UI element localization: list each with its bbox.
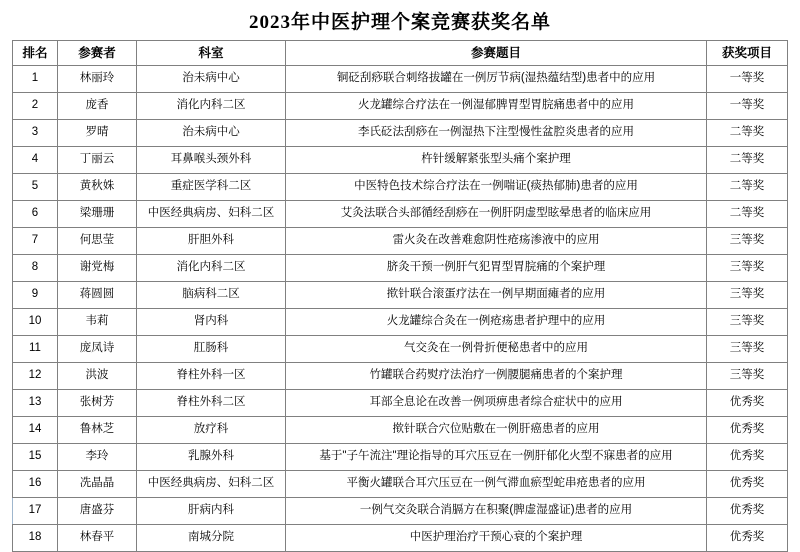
cell-department: 肝胆外科 <box>137 228 286 255</box>
page-title: 2023年中医护理个案竞赛获奖名单 <box>248 12 551 33</box>
cell-award: 优秀奖 <box>707 471 788 498</box>
cell-topic: 艾灸法联合头部循经刮痧在一例肝阴虚型眩晕患者的临床应用 <box>286 201 707 228</box>
column-header-award: 获奖项目 <box>707 41 788 66</box>
table-row <box>13 93 788 120</box>
cell-topic: 平衡火罐联合耳穴压豆在一例气滞血瘀型蛇串疮患者的应用 <box>286 471 707 498</box>
cell-participant: 洪波 <box>58 363 137 390</box>
cell-participant: 梁珊珊 <box>58 201 137 228</box>
cell-topic: 耳部全息论在改善一例项痹患者综合症状中的应用 <box>286 390 707 417</box>
cell-award: 优秀奖 <box>707 498 788 525</box>
cell-department: 脑病科二区 <box>137 282 286 309</box>
cell-department: 治未病中心 <box>137 120 286 147</box>
cell-participant: 张树芳 <box>58 390 137 417</box>
table-row <box>13 498 788 525</box>
cell-topic: 基于"子午流注"理论指导的耳穴压豆在一例肝郁化火型不寐患者的应用 <box>286 444 707 471</box>
cell-rank: 11 <box>13 336 58 363</box>
cell-rank: 7 <box>13 228 58 255</box>
table-row <box>13 282 788 309</box>
cell-topic: 脐灸干预一例肝气犯胃型胃脘痛的个案护理 <box>286 255 707 282</box>
cell-department: 肛肠科 <box>137 336 286 363</box>
table-row <box>13 201 788 228</box>
cell-rank: 9 <box>13 282 58 309</box>
cell-department: 乳腺外科 <box>137 444 286 471</box>
cell-participant: 丁丽云 <box>58 147 137 174</box>
cell-topic: 火龙罐综合灸在一例疮疡患者护理中的应用 <box>286 309 707 336</box>
cell-award: 二等奖 <box>707 120 788 147</box>
table-row <box>13 66 788 93</box>
cell-rank: 13 <box>13 390 58 417</box>
cell-topic: 竹罐联合药熨疗法治疗一例腰腿痛患者的个案护理 <box>286 363 707 390</box>
cell-rank: 2 <box>13 93 58 120</box>
table-row <box>13 309 788 336</box>
cell-department: 放疗科 <box>137 417 286 444</box>
cell-award: 二等奖 <box>707 147 788 174</box>
table-row <box>13 444 788 471</box>
cell-award: 三等奖 <box>707 228 788 255</box>
cell-rank: 14 <box>13 417 58 444</box>
cell-department: 耳鼻喉头颈外科 <box>137 147 286 174</box>
cell-participant: 林春平 <box>58 525 137 552</box>
table-row <box>13 471 788 498</box>
cell-topic: 李氏砭法刮痧在一例湿热下注型慢性盆腔炎患者的应用 <box>286 120 707 147</box>
cell-topic: 铜砭刮痧联合刺络拔罐在一例厉节病(湿热蕴结型)患者中的应用 <box>286 66 707 93</box>
column-header-department: 科室 <box>137 41 286 66</box>
cell-award: 优秀奖 <box>707 417 788 444</box>
cell-topic: 揿针联合穴位贴敷在一例肝癌患者的应用 <box>286 417 707 444</box>
cell-department: 中医经典病房、妇科二区 <box>137 201 286 228</box>
table-row <box>13 228 788 255</box>
table-row <box>13 147 788 174</box>
cell-award: 三等奖 <box>707 363 788 390</box>
cell-award: 三等奖 <box>707 309 788 336</box>
cell-participant: 鲁林芝 <box>58 417 137 444</box>
cell-participant: 黄秋姝 <box>58 174 137 201</box>
table-row <box>13 390 788 417</box>
cell-participant: 庞凤诗 <box>58 336 137 363</box>
cell-rank: 15 <box>13 444 58 471</box>
table-row <box>13 363 788 390</box>
cell-participant: 罗晴 <box>58 120 137 147</box>
cell-award: 二等奖 <box>707 174 788 201</box>
cell-rank: 5 <box>13 174 58 201</box>
cell-department: 消化内科二区 <box>137 93 286 120</box>
cell-award: 一等奖 <box>707 93 788 120</box>
cell-rank: 16 <box>13 471 58 498</box>
table-row <box>13 174 788 201</box>
cell-participant: 唐盛芬 <box>58 498 137 525</box>
cell-award: 一等奖 <box>707 66 788 93</box>
table-row <box>13 417 788 444</box>
cell-topic: 中医护理治疗干预心衰的个案护理 <box>286 525 707 552</box>
cell-department: 脊柱外科二区 <box>137 390 286 417</box>
table-row <box>13 525 788 552</box>
column-header-topic: 参赛题目 <box>286 41 707 66</box>
cell-topic: 雷火灸在改善难愈阴性疮疡渗液中的应用 <box>286 228 707 255</box>
column-header-rank: 排名 <box>13 41 58 66</box>
cell-award: 三等奖 <box>707 282 788 309</box>
column-header-participant: 参赛者 <box>58 41 137 66</box>
cell-participant: 何思莹 <box>58 228 137 255</box>
cell-department: 中医经典病房、妇科二区 <box>137 471 286 498</box>
cell-participant: 蒋圆圆 <box>58 282 137 309</box>
cell-rank: 10 <box>13 309 58 336</box>
cell-rank: 18 <box>13 525 58 552</box>
cell-department: 治未病中心 <box>137 66 286 93</box>
cell-award: 三等奖 <box>707 336 788 363</box>
cell-department: 肝病内科 <box>137 498 286 525</box>
cell-award: 二等奖 <box>707 201 788 228</box>
cell-rank: 1 <box>13 66 58 93</box>
cell-rank: 8 <box>13 255 58 282</box>
table-row <box>13 255 788 282</box>
cell-participant: 谢党梅 <box>58 255 137 282</box>
cell-department: 南城分院 <box>137 525 286 552</box>
cell-department: 脊柱外科一区 <box>137 363 286 390</box>
table-row <box>13 336 788 363</box>
cell-department: 重症医学科二区 <box>137 174 286 201</box>
cell-topic: 杵针缓解紧张型头痛个案护理 <box>286 147 707 174</box>
cell-rank: 12 <box>13 363 58 390</box>
cell-rank: 6 <box>13 201 58 228</box>
cell-topic: 气交灸在一例骨折便秘患者中的应用 <box>286 336 707 363</box>
cell-award: 三等奖 <box>707 255 788 282</box>
table-header <box>13 41 788 66</box>
cell-department: 消化内科二区 <box>137 255 286 282</box>
cell-topic: 火龙罐综合疗法在一例湿郁脾胃型胃脘痛患者中的应用 <box>286 93 707 120</box>
cell-award: 优秀奖 <box>707 525 788 552</box>
cell-participant: 韦莉 <box>58 309 137 336</box>
cell-rank: 4 <box>13 147 58 174</box>
award-list-table <box>12 40 788 552</box>
cell-participant: 李玲 <box>58 444 137 471</box>
cell-topic: 一例气交灸联合消膈方在积聚(脾虚湿盛证)患者的应用 <box>286 498 707 525</box>
table-row <box>13 120 788 147</box>
cell-department: 肾内科 <box>137 309 286 336</box>
cell-participant: 庞香 <box>58 93 137 120</box>
cell-rank: 3 <box>13 120 58 147</box>
cell-topic: 揿针联合滚蛋疗法在一例早期面瘫者的应用 <box>286 282 707 309</box>
cell-participant: 冼晶晶 <box>58 471 137 498</box>
cell-rank: 17 <box>13 498 58 525</box>
table-header-row <box>13 41 788 66</box>
cell-participant: 林丽玲 <box>58 66 137 93</box>
cell-award: 优秀奖 <box>707 390 788 417</box>
cell-topic: 中医特色技术综合疗法在一例喘证(痰热郁肺)患者的应用 <box>286 174 707 201</box>
table-body <box>13 66 788 552</box>
cell-award: 优秀奖 <box>707 444 788 471</box>
